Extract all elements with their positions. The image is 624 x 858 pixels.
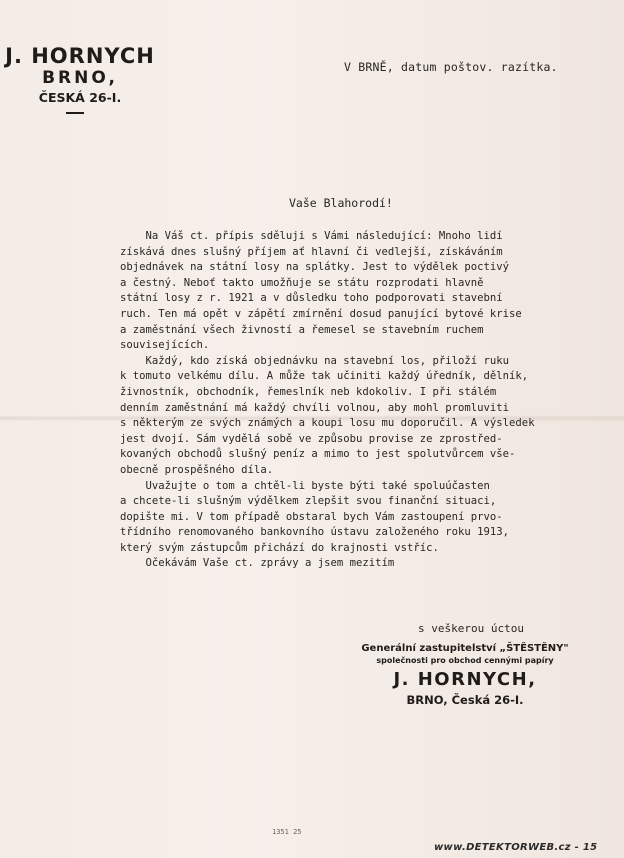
letterhead-city: BRNO, bbox=[42, 68, 118, 88]
paragraph bbox=[120, 556, 510, 572]
body-line: souvisejících. bbox=[120, 339, 210, 352]
body-line: objednávek na státní losy na splátky. Jest to výdělek poctivý bbox=[120, 261, 510, 274]
body-line: Očekávám Vaše ct. zprávy a jsem mezitím bbox=[120, 557, 395, 570]
print-code: 1351 25 bbox=[272, 828, 302, 836]
salutation: Vaše Blahorodí! bbox=[289, 196, 393, 210]
body-line: a zaměstnání všech živností a řemesel se stavebním ruchem bbox=[120, 323, 484, 336]
signature-address: BRNO, Česká 26-I. bbox=[406, 693, 524, 707]
body-line: ruch. Ten má opět v zápětí zmírnění dosud panující bytové krise bbox=[120, 307, 522, 320]
body-line: Každý, kdo získá objednávku na stavební los, přiloží ruku bbox=[120, 354, 510, 367]
dateline: V BRNĚ, datum poštov. razítka. bbox=[344, 60, 558, 74]
body-line: který svým zástupcům přichází do krajnosti vstříc. bbox=[120, 541, 439, 554]
body-line: živnostník, obchodník, řemeslník neb kdokoliv. I při stálém bbox=[120, 385, 497, 398]
body-line: dopište mi. V tom případě obstaral bych Vám zastoupení prvo- bbox=[120, 510, 503, 523]
paragraph bbox=[120, 354, 535, 479]
signature-block bbox=[360, 642, 570, 708]
letterhead-name: J. HORNYCH bbox=[5, 44, 155, 68]
signature-company: společnosti pro obchod cennými papíry bbox=[376, 656, 554, 665]
body-line: získává dnes slušný příjem ať hlavní či vedlejší, získáváním bbox=[120, 245, 503, 258]
watermark: www.DETEKTORWEB.cz - 15 bbox=[434, 842, 598, 853]
letterhead-rule bbox=[66, 112, 84, 114]
signature-agency: Generální zastupitelství „ŠTĚSTĚNY" bbox=[361, 643, 569, 654]
body-line: a chcete-li slušným výdělkem zlepšit svou finanční situaci, bbox=[120, 495, 497, 508]
body-line: jest dvojí. Sám vydělá sobě ve způsobu provise ze zprostřed- bbox=[120, 432, 503, 445]
paragraph bbox=[120, 229, 522, 354]
body-line: státní losy z r. 1921 a v důsledku toho podporovati stavební bbox=[120, 292, 503, 305]
letterhead-street: ČESKÁ 26-I. bbox=[38, 90, 122, 105]
letter-body bbox=[120, 229, 535, 572]
body-line: a čestný. Neboť takto umožňuje se státu rozprodati hlavně bbox=[120, 276, 484, 289]
body-line: denním zaměstnání má každý chvíli volnou, aby mohl promluviti bbox=[120, 401, 510, 414]
body-line: obecně prospěšného díla. bbox=[120, 463, 274, 476]
signature-name: J. HORNYCH, bbox=[393, 669, 537, 690]
closing: s veškerou úctou bbox=[418, 622, 524, 635]
body-line: Na Váš ct. přípis sděluji s Vámi následující: Mnoho lidí bbox=[120, 230, 503, 242]
paragraph bbox=[120, 479, 510, 557]
body-line: k tomuto velkému dílu. A může tak učiniti každý úředník, dělník, bbox=[120, 370, 529, 383]
body-line: Uvažujte o tom a chtěl-li byste býti také spoluúčasten bbox=[120, 479, 490, 492]
body-line: s některým ze svých známých a koupi losu mu doporučil. A výsledek bbox=[120, 417, 535, 430]
body-line: kovaných obchodů slušný peníz a mimo to jest spolutvůrcem vše- bbox=[120, 448, 516, 461]
body-line: třídního renomovaného bankovního ústavu založeného roku 1913, bbox=[120, 526, 510, 539]
letterhead bbox=[0, 44, 160, 114]
